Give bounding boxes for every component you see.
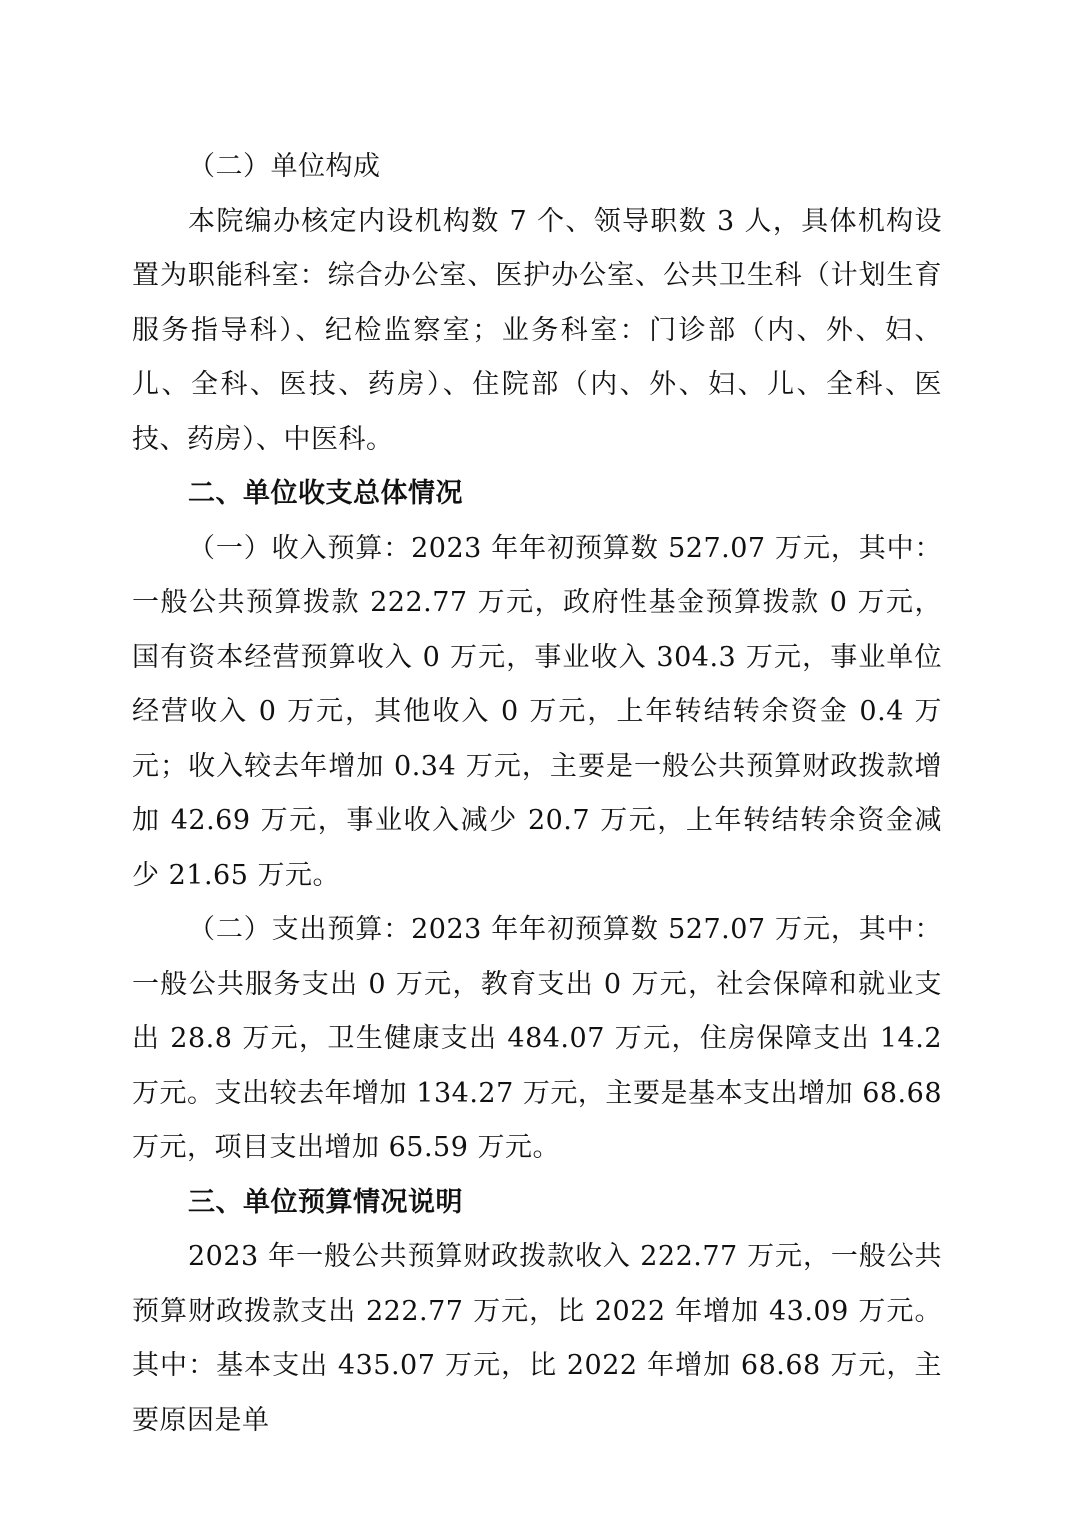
paragraph-income-budget: （一）收入预算：2023 年年初预算数 527.07 万元，其中：一般公共预算拨款 222.77 万元，政府性基金预算拨款 0 万元，国有资本经营预算收入 0 万元，事业收入 304.3 万元，事业单位经营收入 0 万元，其他收入 0 万元，上年转结转余资金 0.4 万元；收入较去年增加 0.34 万元，主要是一般公共预算财政拨款增加 42.69 万元，事业收入减少 20.7 万元，上年转结转余资金减少 21.65 万元。	[132, 532, 942, 891]
paragraph-expense-budget: （二）支出预算：2023 年年初预算数 527.07 万元，其中：一般公共服务支出 0 万元，教育支出 0 万元，社会保障和就业支出 28.8 万元，卫生健康支出 484.07 万元，住房保障支出 14.2 万元。支出较去年增加 134.27 万元，主要是基本支出增加 68.68 万元，项目支出增加 65.59 万元。	[132, 914, 942, 1163]
paragraph-unit-composition: 本院编办核定内设机构数 7 个、领导职数 3 人，具体机构设置为职能科室：综合办公室、医护办公室、公共卫生科（计划生育服务指导科）、纪检监察室；业务科室：门诊部（内、外、妇、儿、全科、医技、药房）、住院部（内、外、妇、儿、全科、医技、药房）、中医科。	[132, 205, 942, 455]
section-heading-budget-explanation: 三、单位预算情况说明	[188, 1186, 463, 1218]
sub-heading-unit-composition: （二）单位构成	[188, 151, 381, 182]
paragraph-budget-explanation: 2023 年一般公共预算财政拨款收入 222.77 万元，一般公共预算财政拨款支出 222.77 万元，比 2022 年增加 43.09 万元。其中：基本支出 435.07 万元，比 2022 年增加 68.68 万元，主要原因是单	[132, 1241, 942, 1436]
document-body	[132, 140, 942, 1448]
section-heading-income-expense: 二、单位收支总体情况	[188, 478, 463, 509]
